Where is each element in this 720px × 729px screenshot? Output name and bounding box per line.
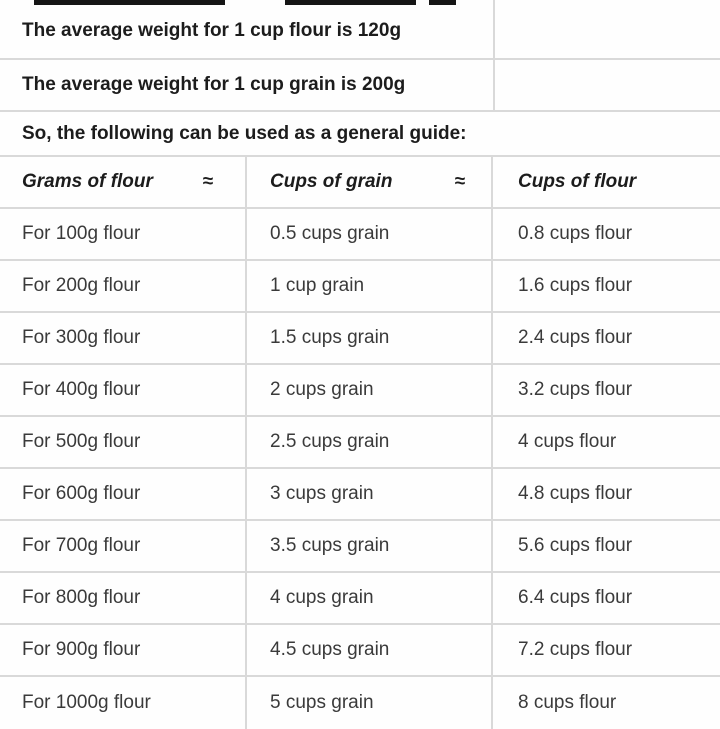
table-cell: For 100g flour	[0, 209, 247, 259]
table-cell: For 500g flour	[0, 417, 247, 467]
header-cell-cups-of-flour	[493, 157, 720, 207]
table-cell: 5.6 cups flour	[518, 535, 633, 556]
header-label: Grams of flour	[22, 171, 153, 192]
table-cell: 5 cups grain	[247, 677, 493, 729]
table-row	[0, 209, 720, 261]
table-cell: 4 cups flour	[518, 431, 617, 452]
table-row	[0, 573, 720, 625]
table-cell: For 600g flour	[0, 469, 247, 519]
approx-symbol: ≈	[454, 171, 465, 192]
table-row	[0, 261, 720, 313]
table-row	[0, 677, 720, 729]
table-row	[0, 521, 720, 573]
table-cell: 1 cup grain	[247, 261, 493, 311]
table-cell: For 700g flour	[0, 521, 247, 571]
table-cell: For 200g flour	[0, 261, 247, 311]
table-cell: 7.2 cups flour	[518, 639, 633, 660]
table-cell: For 1000g flour	[0, 677, 247, 729]
table-cell: 0.8 cups flour	[518, 223, 633, 244]
table-cell: For 800g flour	[0, 573, 247, 623]
table-cell: 2.5 cups grain	[247, 417, 493, 467]
table-cell: 1.5 cups grain	[247, 313, 493, 363]
info-row-grain-weight	[0, 60, 720, 112]
table-cell: For 900g flour	[0, 625, 247, 675]
guide-note-row	[0, 112, 720, 155]
table-cell: 4 cups grain	[247, 573, 493, 623]
table-cell: 6.4 cups flour	[518, 587, 633, 608]
table-row	[0, 625, 720, 677]
info-text-flour-weight: The average weight for 1 cup flour is 120g	[22, 20, 402, 41]
table-cell: 0.5 cups grain	[247, 209, 493, 259]
header-cell-grams-of-flour	[0, 157, 247, 207]
approx-symbol: ≈	[202, 171, 213, 192]
table-cell: 2.4 cups flour	[518, 327, 633, 348]
conversion-rows	[0, 209, 720, 729]
table-cell: 4.5 cups grain	[247, 625, 493, 675]
info-text-grain-weight: The average weight for 1 cup grain is 200g	[22, 74, 406, 95]
table-cell: 3 cups grain	[247, 469, 493, 519]
table-cell: 4.8 cups flour	[518, 483, 633, 504]
table-cell: For 400g flour	[0, 365, 247, 415]
guide-note-text: So, the following can be used as a general guide:	[22, 122, 467, 144]
table-cell: 8 cups flour	[518, 692, 617, 713]
table-cell: For 300g flour	[0, 313, 247, 363]
table-cell: 3.5 cups grain	[247, 521, 493, 571]
table-row	[0, 313, 720, 365]
header-cell-cups-of-grain	[247, 157, 493, 207]
table-cell: 3.2 cups flour	[518, 379, 633, 400]
header-label: Cups of flour	[518, 171, 637, 192]
info-row-flour-weight	[0, 4, 720, 60]
table-cell: 2 cups grain	[247, 365, 493, 415]
table-row	[0, 417, 720, 469]
header-label: Cups of grain	[270, 171, 393, 192]
table-cell: 1.6 cups flour	[518, 275, 633, 296]
table-row	[0, 469, 720, 521]
conversion-table	[0, 155, 720, 729]
table-row	[0, 365, 720, 417]
table-header-row	[0, 157, 720, 209]
